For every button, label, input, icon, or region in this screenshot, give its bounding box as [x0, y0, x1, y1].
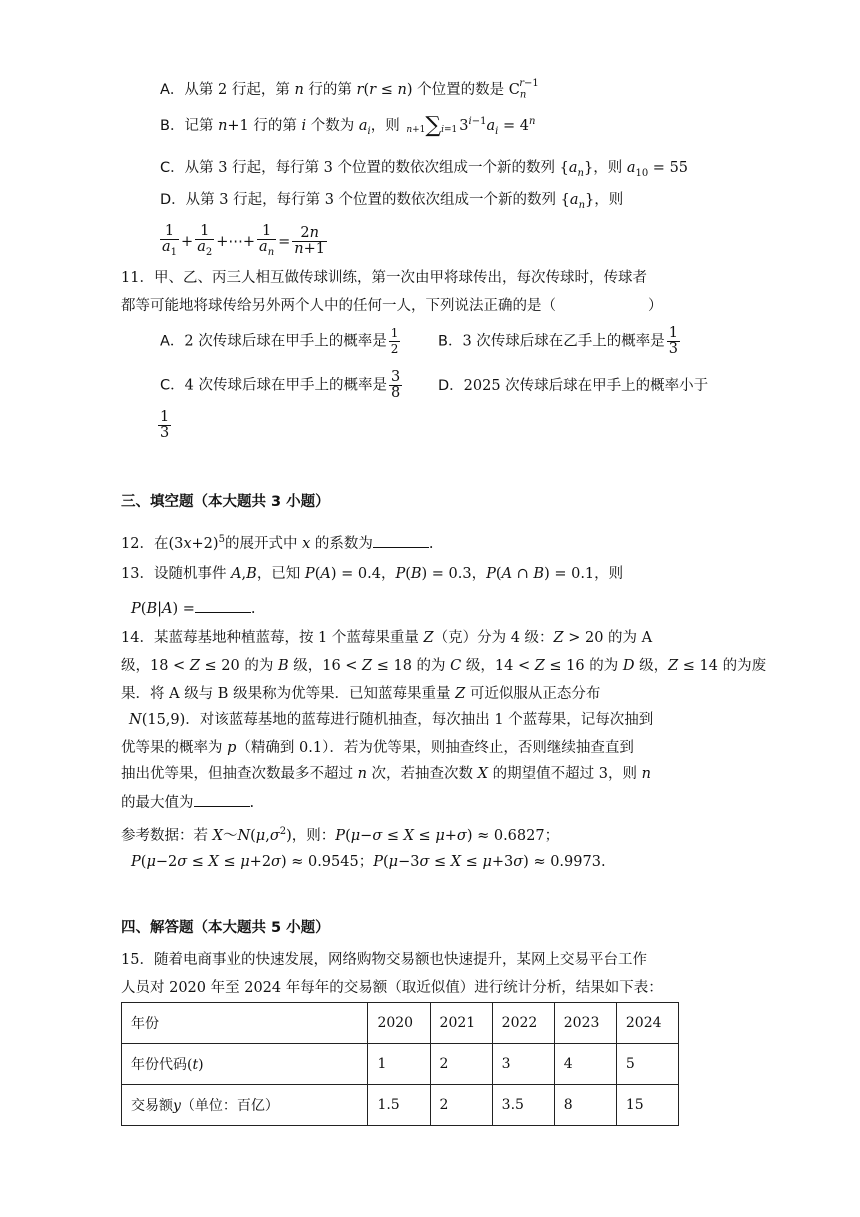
q12: 12．在$(3x+2)^5$的展开式中 x 的系数为 .: [121, 534, 434, 552]
q15-stem-line2: 人员对 2020 年至 2024 年每年的交易额（取近似值）进行统计分析，结果如下表：: [121, 980, 663, 996]
table-row: [122, 1085, 679, 1126]
q14-answer-blank[interactable]: [194, 792, 250, 807]
q11-option-a[interactable]: A．2 次传球后球在甲手上的概率是 $\frac{1}{2}$: [160, 326, 399, 356]
table-cell: 2: [430, 1085, 492, 1126]
row-header: 年份: [122, 1003, 368, 1044]
q14-line7: 的最大值为 .: [121, 792, 254, 813]
q11-option-b[interactable]: B．3 次传球后球在乙手上的概率是 $\frac{1}{3}$: [438, 325, 679, 357]
summation-symbol: n+1∑i=1: [406, 112, 458, 138]
table-cell: 15: [616, 1085, 678, 1126]
table-cell: 2: [430, 1044, 492, 1085]
table-cell: 2024: [616, 1003, 678, 1044]
q10-option-d-formula: $\frac{1}{a_1}$ + $\frac{1}{a_2}$ +⋯+ $\frac{1}{a_n}$ = $\frac{2n}{n+1}$: [162, 223, 326, 258]
q10-option-a[interactable]: A．从第 2 行起，第 n 行的第 r(r ≤ n) 个位置的数是 $C_n^{r-1}$: [160, 78, 539, 101]
table-cell: 1: [368, 1044, 430, 1085]
q13-line1: 13．设随机事件 A,B，已知 P(A) = 0.4，P(B) = 0.3，P(A ∩ B) = 0.1，则: [121, 566, 624, 582]
q13-line2: P(B|A) = .: [131, 598, 256, 619]
table-cell: 1.5: [368, 1085, 430, 1126]
table-cell: 2022: [492, 1003, 554, 1044]
q14-reference-line2: P(μ−2σ ≤ X ≤ μ+2σ) ≈ 0.9545；P(μ−3σ ≤ X ≤ μ+3σ) ≈ 0.9973.: [131, 854, 606, 870]
table-cell: 5: [616, 1044, 678, 1085]
table-cell: 2021: [430, 1003, 492, 1044]
q11-option-d[interactable]: D．2025 次传球后球在甲手上的概率小于: [438, 378, 709, 394]
q11-option-c[interactable]: C．4 次传球后球在甲手上的概率是 $\frac{3}{8}$: [160, 369, 401, 401]
table-row: [122, 1003, 679, 1044]
data-table: [121, 1002, 679, 1126]
q13-answer-blank[interactable]: [195, 598, 251, 613]
q11-option-d-fraction: $\frac{1}{3}$: [160, 409, 170, 441]
table-cell: 3.5: [492, 1085, 554, 1126]
table-row: [122, 1044, 679, 1085]
table-cell: 8: [554, 1085, 616, 1126]
q15-stem-line1: 15．随着电商事业的快速发展，网络购物交易额也快速提升，某网上交易平台工作: [121, 952, 647, 968]
q14-line5: 优等果的概率为 p（精确到 0.1）．若为优等果，则抽查终止，否则继续抽查直到: [121, 740, 634, 756]
q14-line4: N(15,9)．对该蓝莓基地的蓝莓进行随机抽查，每次抽出 1 个蓝莓果，记每次抽到: [129, 712, 654, 728]
q14-line2: 级，18 < Z ≤ 20 的为 B 级，16 < Z ≤ 18 的为 C 级，14 < Z ≤ 16 的为 D 级，Z ≤ 14 的为废: [121, 658, 767, 674]
q12-answer-blank[interactable]: [373, 533, 429, 548]
q14-line6: 抽出优等果，但抽查次数最多不超过 n 次，若抽查次数 X 的期望值不超过 3，则 n: [121, 766, 651, 782]
q10-option-d[interactable]: D．从第 3 行起，每行第 3 个位置的数依次组成一个新的数列 $\{a_n\}$，则: [160, 192, 624, 211]
section-four-title: 四、解答题（本大题共 5 小题）: [121, 920, 330, 936]
q11-stem-line2: 都等可能地将球传给另外两个人中的任何一人，下列说法正确的是（ ）: [121, 298, 663, 314]
q10-option-b[interactable]: B．记第 n+1 行的第 i 个数为 $a_i$，则 n+1∑i=1 $3^{i-1}a_i = 4^n$: [160, 112, 536, 138]
q14-reference-line1: 参考数据：若 $X\sim N(\mu,\sigma^2)$，则：P(μ−σ ≤ X ≤ μ+σ) ≈ 0.6827；: [121, 826, 560, 844]
q14-line3: 果．将 A 级与 B 级果称为优等果．已知蓝莓果重量 Z 可近似服从正态分布: [121, 686, 601, 702]
q11-stem-line1: 11．甲、乙、丙三人相互做传球训练，第一次由甲将球传出，每次传球时，传球者: [121, 270, 647, 286]
row-header: 交易额y（单位：百亿）: [122, 1085, 368, 1126]
section-three-title: 三、填空题（本大题共 3 小题）: [121, 494, 330, 510]
table-cell: 3: [492, 1044, 554, 1085]
table-cell: 2023: [554, 1003, 616, 1044]
row-header: 年份代码(t): [122, 1044, 368, 1085]
table-cell: 4: [554, 1044, 616, 1085]
q10-option-c[interactable]: C．从第 3 行起，每行第 3 个位置的数依次组成一个新的数列 $\{a_n\}$，则 $a_{10} = 55$: [160, 160, 689, 179]
table-cell: 2020: [368, 1003, 430, 1044]
q14-line1: 14．某蓝莓基地种植蓝莓，按 1 个蓝莓果重量 Z（克）分为 4 级：Z > 20 的为 A: [121, 630, 653, 646]
